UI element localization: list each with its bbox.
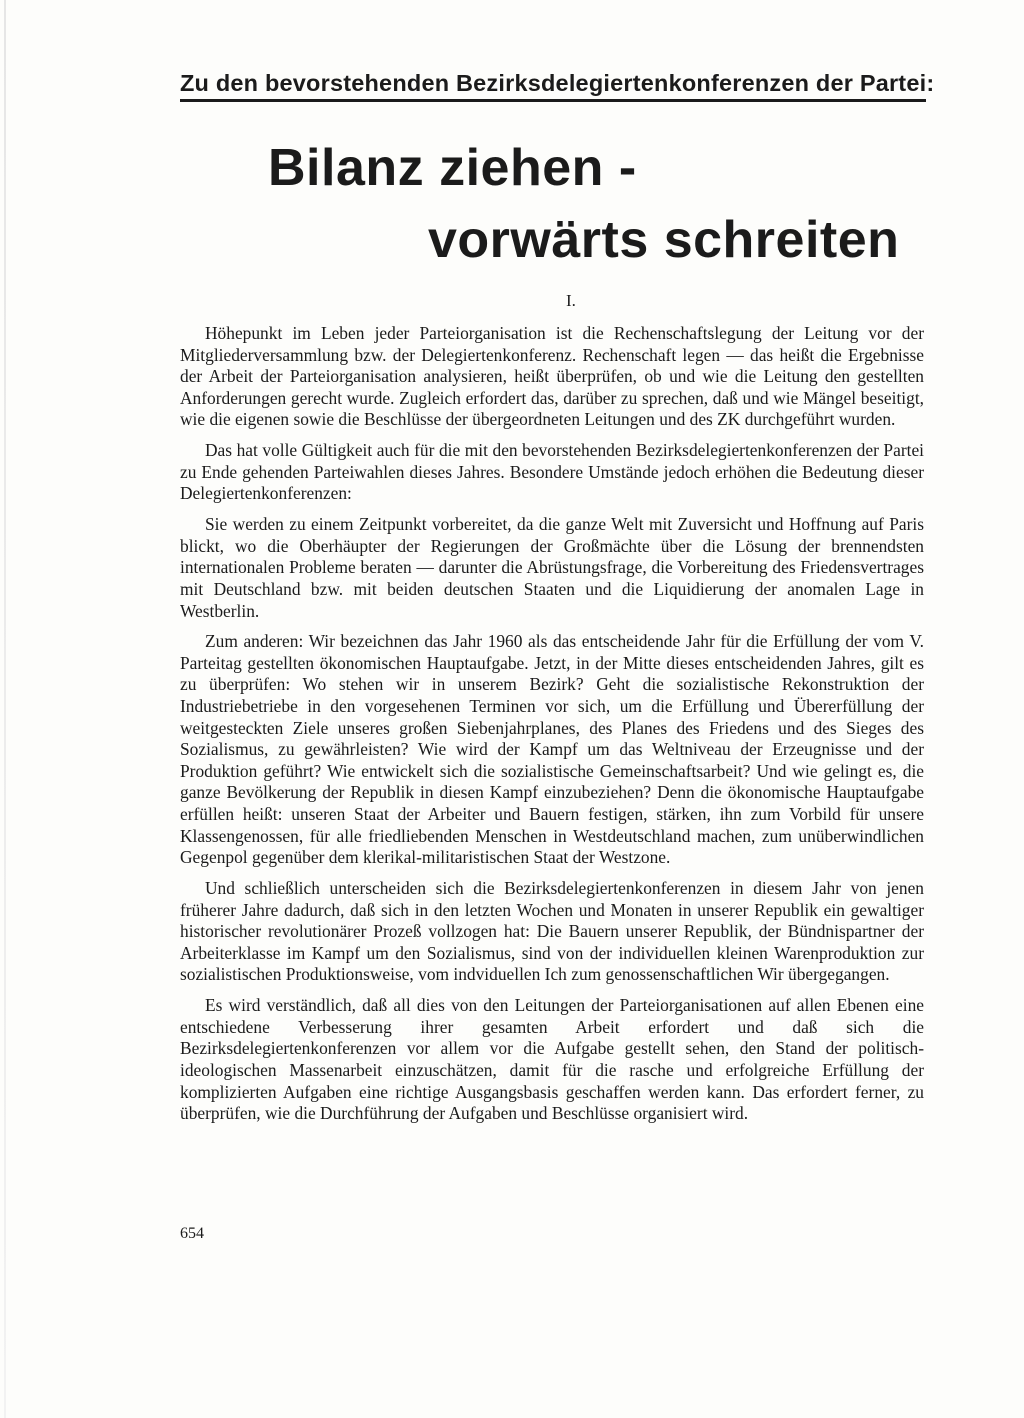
scan-edge (4, 0, 6, 1418)
section-number: I. (566, 291, 576, 310)
page-number: 654 (180, 1225, 204, 1242)
paragraph-6: Es wird verständlich, daß all dies von den Leitungen der Parteiorganisationen auf allen Ebenen eine entschiedene Verbesserung ihrer gesamten Arbeit erfordert und daß sich die Bezirksdelegiertenkonferenzen vor allem vor die Aufgabe gestellt sehen, den Stand der politisch-ideologischen Massenarbeit einzuschätzen, damit für die rasche und erfolgreiche Erfüllung der komplizierten Aufgaben eine richtige Ausgangsbasis geschaffen werden kann. Das erfordert ferner, zu überprüfen, wie die Durchführung der Aufgaben und Beschlüsse organisiert wird. (180, 995, 924, 1124)
paragraph-1: Höhepunkt im Leben jeder Parteiorganisation ist die Rechenschaftslegung der Leitung vor der Mitgliederversammlung bzw. der Delegiertenkonferenz. Rechenschaft legen — das heißt die Ergebnisse der Arbeit der Parteiorganisation analysieren, heißt überprüfen, ob und wie die Leitung den gestellten Anforderungen gerecht wurde. Zugleich erfordert das, darüber zu sprechen, daß und wie Mängel beseitigt, wie die eigenen sowie die Beschlüsse der übergeordneten Leitungen und des ZK durchgeführt wurden. (180, 323, 924, 430)
paragraph-3: Sie werden zu einem Zeitpunkt vorbereitet, da die ganze Welt mit Zuversicht und Hoffnung auf Paris blickt, wo die Oberhäupter der Regierungen der Großmächte über die Lösung der brennendsten internationalen Probleme beraten — darunter die Abrüstungsfrage, die Vorbereitung des Friedensvertrages mit Deutschland bzw. mit beiden deutschen Staaten und die Liquidierung der anomalen Lage in Westberlin. (180, 514, 924, 621)
article-body (180, 323, 924, 1134)
title-line-1: Bilanz ziehen - (268, 139, 637, 197)
paragraph-2: Das hat volle Gültigkeit auch für die mit den bevorstehenden Bezirksdelegiertenkonferenzen der Partei zu Ende gehenden Parteiwahlen dieses Jahres. Besondere Umstände jedoch erhöhen die Bedeutung dieser Delegiertenkonferenzen: (180, 440, 924, 504)
title-line-2: vorwärts schreiten (428, 211, 900, 269)
paragraph-4: Zum anderen: Wir bezeichnen das Jahr 1960 als das entscheidende Jahr für die Erfüllung der vom V. Parteitag gestellten ökonomischen Hauptaufgabe. Jetzt, in der Mitte dieses entscheidenden Jahres, gilt es zu überprüfen: Wo stehen wir in unserem Bezirk? Geht die sozialistische Rekonstruktion der Industriebetriebe in den vorgesehenen Terminen vor sich, um die Erfüllung und Übererfüllung der weitgesteckten Ziele unseres großen Siebenjahrplanes, des Planes des Friedens und des Sieges des Sozialismus, zu gewährleisten? Wie wird der Kampf um das Weltniveau der Erzeugnisse und der Produktion geführt? Wie entwickelt sich die sozialistische Gemeinschaftsarbeit? Und wie gelingt es, die ganze Bevölkerung der Republik in diesen Kampf einzubeziehen? Denn die ökonomische Hauptaufgabe erfüllen heißt: unseren Staat der Arbeiter und Bauern festigen, stärken, ihn zum Vorbild für unsere Klassengenossen, für alle friedliebenden Menschen in Westdeutschland machen, zum unüberwindlichen Gegenpol gegenüber dem klerikal-militaristischen Staat der Westzone. (180, 631, 924, 868)
kicker-heading: Zu den bevorstehenden Bezirksdelegiertenkonferenzen der Partei: (180, 70, 935, 96)
kicker-underline (180, 99, 926, 102)
paragraph-5: Und schließlich unterscheiden sich die Bezirksdelegiertenkonferenzen in diesem Jahr von jenen früherer Jahre dadurch, daß sich in den letzten Wochen und Monaten in unserer Republik ein gewaltiger historischer revolutionärer Prozeß vollzogen hat: Die Bauern unserer Republik, der Bündnispartner der Arbeiterklasse im Kampf um den Sozialismus, sind von der individuellen kleinen Warenproduktion zur sozialistischen Produktionsweise, vom indviduellen Ich zum genossenschaftlichen Wir übergegangen. (180, 878, 924, 985)
